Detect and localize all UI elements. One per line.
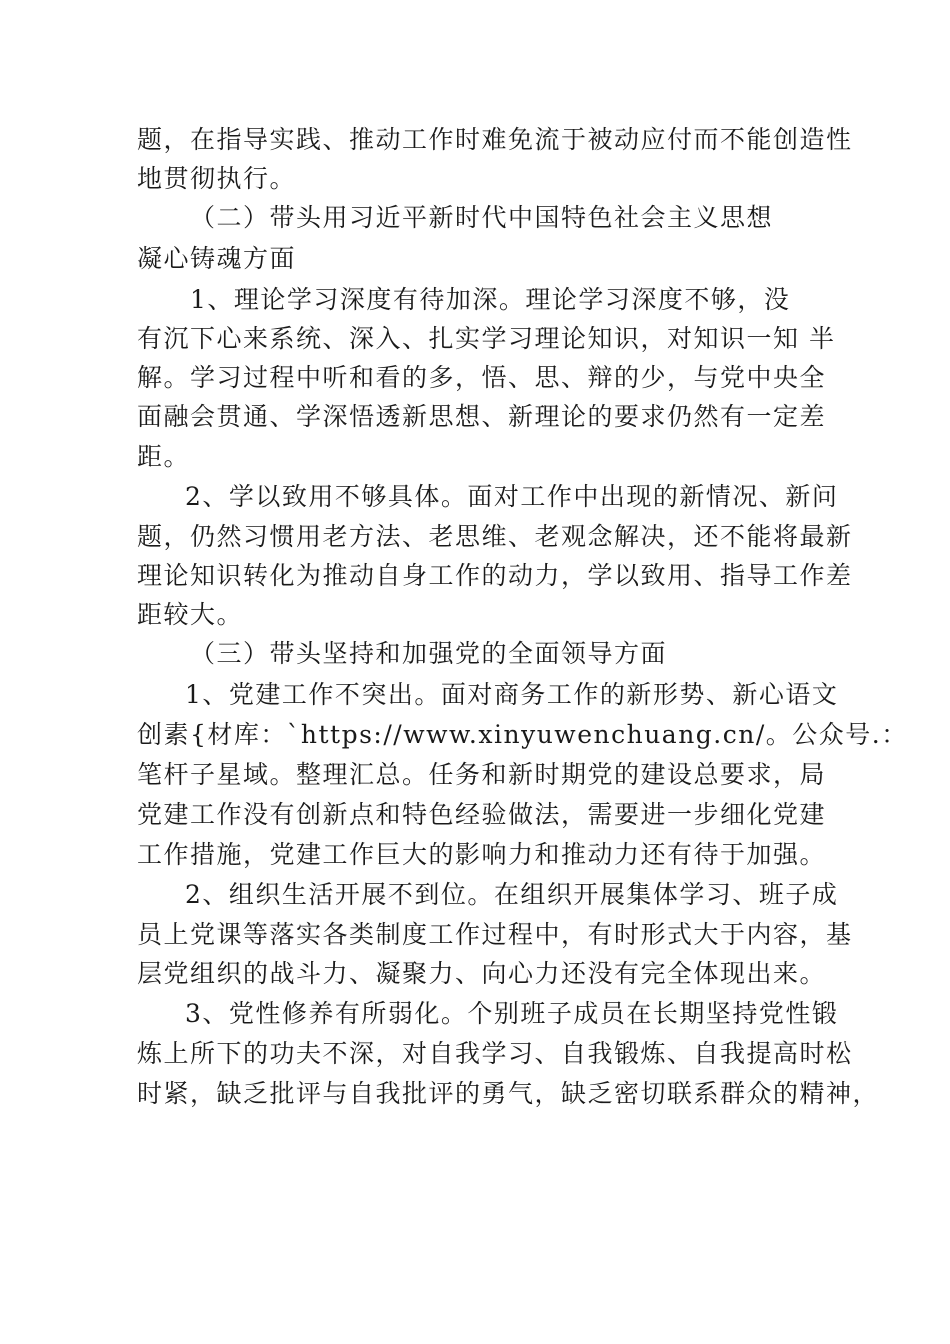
- paragraph-line: 层党组织的战斗力、凝聚力、向心力还没有完全体现出来。: [137, 959, 827, 988]
- paragraph-line: 距。: [137, 442, 191, 471]
- paragraph-line: 面融会贯通、学深悟透新思想、新理论的要求仍然有一定差: [137, 402, 827, 431]
- paragraph-line: 时紧，缺乏批评与自我批评的勇气，缺乏密切联系群众的精神，: [137, 1079, 880, 1108]
- section-heading: （二）带头用习近平新时代中国特色社会主义思想: [190, 203, 774, 232]
- section-heading: （三）带头坚持和加强党的全面领导方面: [190, 639, 668, 668]
- paragraph-line: 创素{材库：`https://www.xinyuwenchuang.cn/。公众号.：: [137, 720, 908, 749]
- paragraph-line: 2、学以致用不够具体。面对工作中出现的新情况、新问: [185, 482, 839, 511]
- paragraph-line: 地贯彻执行。: [137, 164, 297, 193]
- paragraph-line: 员上党课等落实各类制度工作过程中，有时形式大于内容，基: [137, 920, 853, 949]
- paragraph-line: 笔杆子星域。整理汇总。任务和新时期党的建设总要求，局: [137, 760, 827, 789]
- paragraph-line: 理论知识转化为推动自身工作的动力，学以致用、指导工作差: [137, 561, 853, 590]
- paragraph-line: 2、组织生活开展不到位。在组织开展集体学习、班子成: [185, 880, 839, 909]
- paragraph-line: 炼上所下的功夫不深，对自我学习、自我锻炼、自我提高时松: [137, 1039, 853, 1068]
- paragraph-line: 距较大。: [137, 600, 244, 629]
- paragraph-line: 题，在指导实践、推动工作时难免流于被动应付而不能创造性: [137, 125, 853, 154]
- paragraph-line: 1、理论学习深度有待加深。理论学习深度不够，没: [190, 285, 791, 314]
- paragraph-line: 3、党性修养有所弱化。个别班子成员在长期坚持党性锻: [185, 999, 839, 1028]
- paragraph-line: 题，仍然习惯用老方法、老思维、老观念解决，还不能将最新: [137, 522, 853, 551]
- paragraph-line: 解。学习过程中听和看的多，悟、思、辩的少，与党中央全: [137, 363, 827, 392]
- paragraph-line: 1、党建工作不突出。面对商务工作的新形势、新心语文: [185, 680, 839, 709]
- paragraph-line: 工作措施，党建工作巨大的影响力和推动力还有待于加强。: [137, 840, 827, 869]
- section-heading-continued: 凝心铸魂方面: [137, 244, 297, 273]
- paragraph-line: 党建工作没有创新点和特色经验做法，需要进一步细化党建: [137, 800, 827, 829]
- paragraph-line: 有沉下心来系统、深入、扎实学习理论知识，对知识一知 半: [137, 324, 836, 353]
